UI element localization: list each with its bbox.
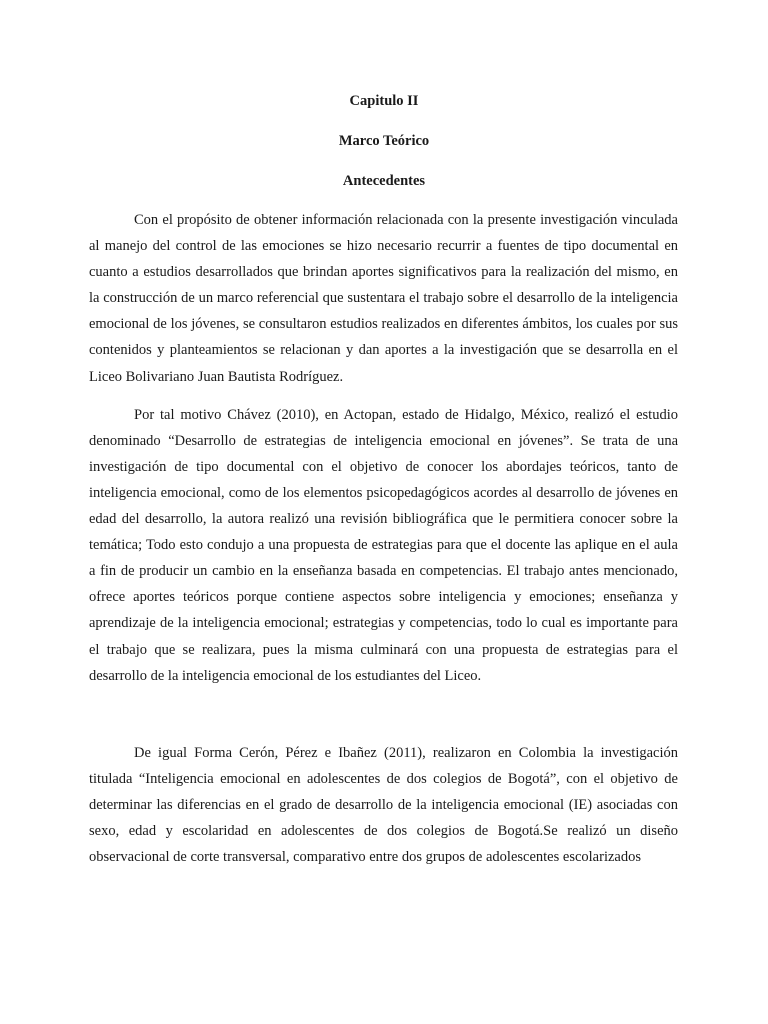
paragraph-1: Con el propósito de obtener información relacionada con la presente investigación vinculada al manejo del control de las emociones se hizo necesario recurrir a fuentes de tipo documental en cuanto a estudios desarrollados que brindan aportes significativos para la realización del mismo, en la construcción de un marco referencial que sustentara el trabajo sobre el desarrollo de la inteligencia emocional de los jóvenes, se consultaron estudios realizados en diferentes ámbitos, los cuales por sus contenidos y planteamientos se relacionan y dan aportes a la investigación que se desarrolla en el Liceo Bolivariano Juan Bautista Rodríguez. — [89, 212, 678, 385]
chapter-title: Capitulo II — [349, 93, 419, 109]
section-title: Marco Teórico — [338, 133, 430, 149]
paragraph-2: Por tal motivo Chávez (2010), en Actopan, estado de Hidalgo, México, realizó el estudio denominado “Desarrollo de estrategias de inteligencia emocional en jóvenes”. Se trata de una investigación de tipo documental con el objetivo de conocer los abordajes teóricos, tanto de inteligencia emocional, como de los elementos psicopedagógicos acordes al desarrollo de jóvenes en edad del desarrollo, la autora realizó una revisión bibliográfica que le permitiera conocer sobre la temática; Todo esto condujo a una propuesta de estrategias para que el docente las aplique en el aula a fin de producir un cambio en la enseñanza basada en competencias. El trabajo antes mencionado, ofrece aportes teóricos porque contiene aspectos sobre inteligencia y emociones; enseñanza y aprendizaje de la inteligencia emocional; estrategias y competencias, todo lo cual es importante para el trabajo que se realizara, pues la misma culminará con una propuesta de estrategias para el desarrollo de la inteligencia emocional de los estudiantes del Liceo. — [89, 406, 678, 684]
paragraph-3: De igual Forma Cerón, Pérez e Ibañez (2011), realizaron en Colombia la investigación titulada “Inteligencia emocional en adolescentes de dos colegios de Bogotá”, con el objetivo de determinar las diferencias en el grado de desarrollo de la inteligencia emocional (IE) asociadas con sexo, edad y escolaridad en adolescentes de dos colegios de Bogotá.Se realizó un diseño observacional de corte transversal, comparativo entre dos grupos de adolescentes escolarizados — [89, 744, 678, 866]
paragraph-spacer — [89, 390, 678, 402]
paragraph-spacer — [89, 689, 678, 740]
subsection-title: Antecedentes — [342, 173, 426, 189]
document-body — [89, 207, 678, 870]
